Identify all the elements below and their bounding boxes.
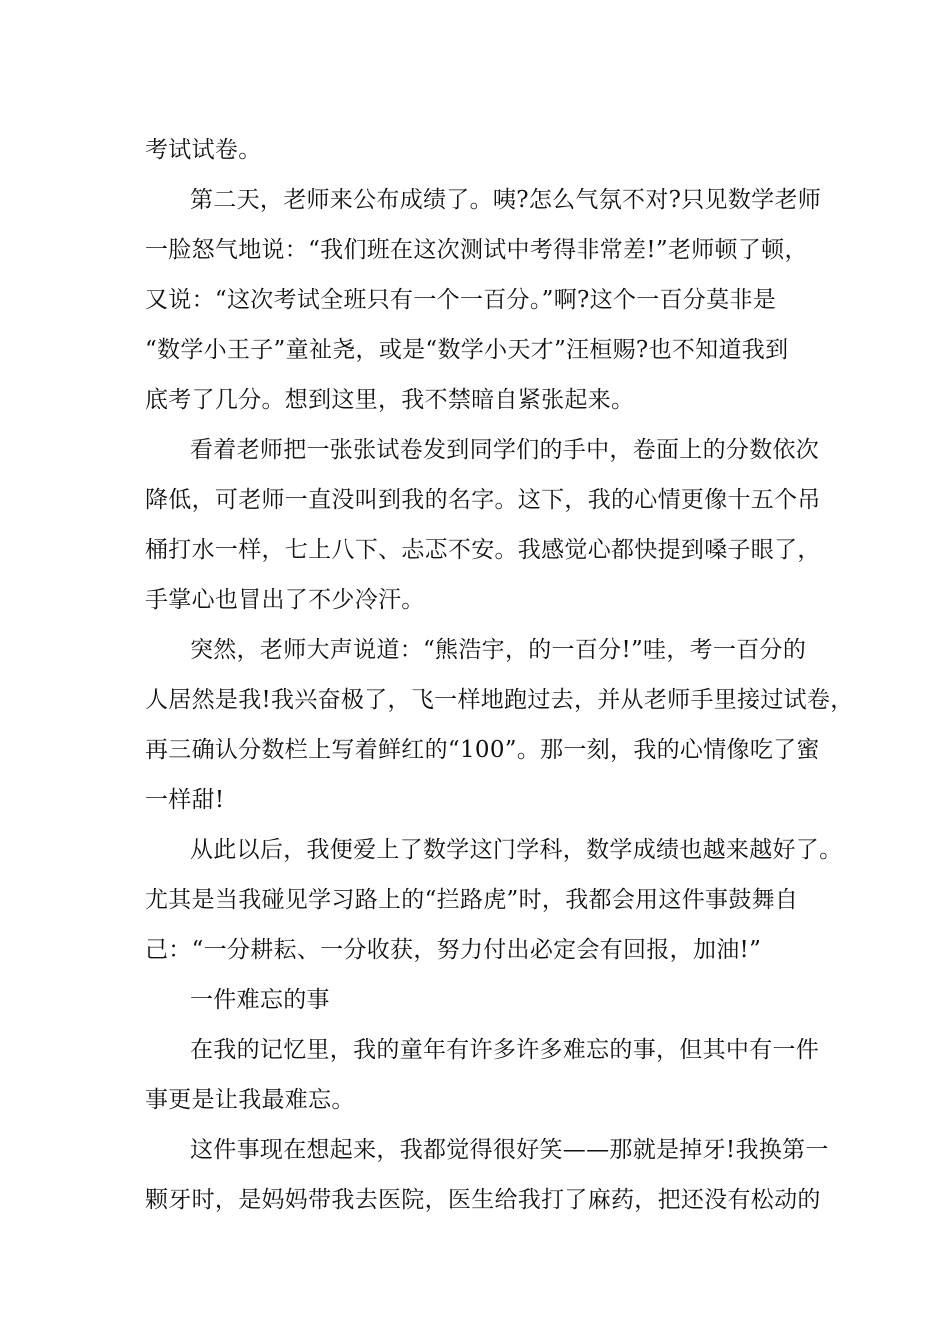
text-line-16: 尤其是当我碰见学习路上的“拦路虎”时，我都会用这件事鼓舞自 bbox=[145, 887, 799, 913]
text-line-2: 第二天，老师来公布成绩了。咦?怎么气氛不对?只见数学老师 bbox=[190, 187, 822, 213]
text-line-22: 颗牙时，是妈妈带我去医院，医生给我打了麻药，把还没有松动的 bbox=[145, 1187, 821, 1213]
text-line-13: 再三确认分数栏上写着鲜红的“100”。那一刻，我的心情像吃了蜜 bbox=[145, 737, 820, 763]
text-line-15: 从此以后，我便爱上了数学这门学科，数学成绩也越来越好了。 bbox=[190, 837, 843, 863]
text-line-11: 突然，老师大声说道：“熊浩宇，的一百分!”哇，考一百分的 bbox=[190, 637, 807, 663]
text-line-20: 事更是让我最难忘。 bbox=[145, 1087, 355, 1113]
text-line-1: 考试试卷。 bbox=[145, 137, 262, 163]
text-line-14: 一样甜! bbox=[145, 787, 225, 813]
text-line-6: 底考了几分。想到这里，我不禁暗自紧张起来。 bbox=[145, 387, 635, 413]
text-line-17: 己：“一分耕耘、一分收获，努力付出必定会有回报，加油!” bbox=[145, 937, 762, 963]
text-line-3: 一脸怒气地说：“我们班在这次测试中考得非常差!”老师顿了顿， bbox=[145, 237, 808, 263]
text-line-19: 在我的记忆里，我的童年有许多许多难忘的事，但其中有一件 bbox=[190, 1037, 820, 1063]
text-line-10: 手掌心也冒出了不少冷汗。 bbox=[145, 587, 425, 613]
text-line-4: 又说：“这次考试全班只有一个一百分。”啊?这个一百分莫非是 bbox=[145, 287, 777, 313]
text-line-12: 人居然是我!我兴奋极了，飞一样地跑过去，并从老师手里接过试卷， bbox=[145, 687, 854, 713]
text-line-8: 降低，可老师一直没叫到我的名字。这下，我的心情更像十五个吊 bbox=[145, 487, 821, 513]
section-title: 一件难忘的事 bbox=[190, 987, 330, 1013]
text-line-9: 桶打水一样，七上八下、忐忑不安。我感觉心都快提到嗓子眼了， bbox=[145, 537, 821, 563]
text-line-21: 这件事现在想起来，我都觉得很好笑——那就是掉牙!我换第一 bbox=[190, 1137, 829, 1163]
text-line-7: 看着老师把一张张试卷发到同学们的手中，卷面上的分数依次 bbox=[190, 437, 820, 463]
text-line-5: “数学小王子”童祉尧，或是“数学小天才”汪桓赐?也不知道我到 bbox=[145, 337, 789, 363]
